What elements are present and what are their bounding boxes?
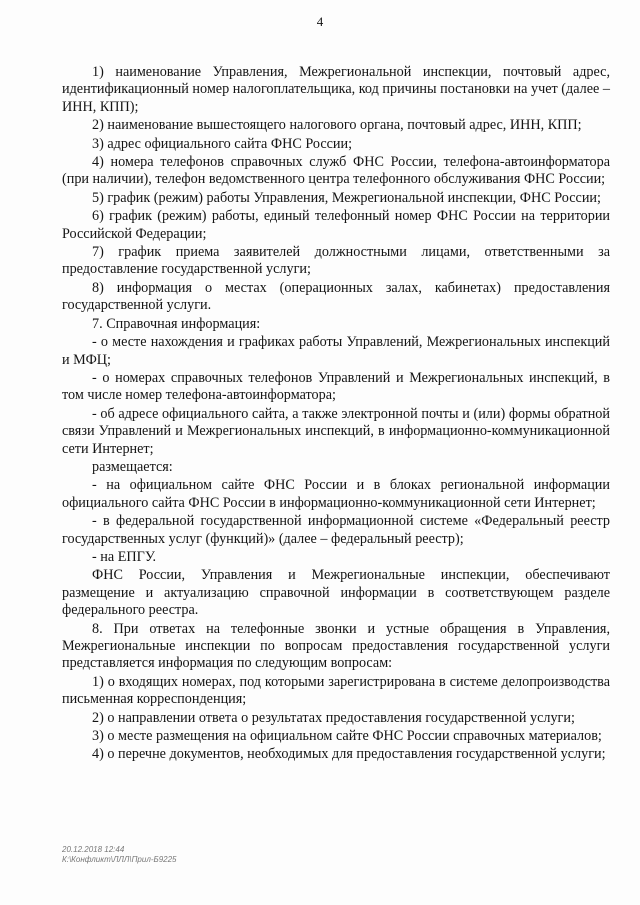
page-number: 4	[316, 14, 324, 29]
footer	[62, 845, 177, 865]
paragraph: 1) о входящих номерах, под которыми зарегистрирована в системе делопроизводства письменная корреспонденция;	[62, 673, 610, 708]
paragraph: - в федеральной государственной информационной системе «Федеральный реестр государственных услуг (функций)» (далее – федеральный реестр);	[62, 513, 610, 547]
document-body	[62, 64, 610, 765]
footer-doc-ref: К:\Конфликт\ЛЛЛ\Прил-Б9225	[62, 855, 177, 864]
paragraph: размещается:	[92, 458, 173, 475]
paragraph: 6) график (режим) работы, единый телефонный номер ФНС России на территории Российской Федерации;	[62, 208, 610, 242]
paragraph: ФНС России, Управления и Межрегиональные инспекции, обеспечивают размещение и актуализацию справочной информации в соответствующем разделе федерального реестра.	[62, 567, 610, 619]
paragraph: - на официальном сайте ФНС России и в блоках региональной информации официального сайта ФНС России в информационно-коммуникационной сети Интернет;	[62, 477, 610, 511]
paragraph: - на ЕПГУ.	[92, 548, 157, 565]
paragraph: - о номерах справочных телефонов Управлений и Межрегиональных инспекций, в том числе номер телефона-автоинформатора;	[62, 369, 610, 404]
paragraph: 2) о направлении ответа о результатах предоставления государственной услуги;	[92, 709, 575, 726]
paragraph: - об адресе официального сайта, а также электронной почты и (или) формы обратной связи Управлений и Межрегиональных инспекций, в информационно-коммуникационной сети Интернет;	[62, 405, 610, 457]
paragraph: 4) номера телефонов справочных служб ФНС России, телефона-автоинформатора (при наличии), телефон ведомственного центра телефонного обслуживания ФНС России;	[62, 154, 610, 188]
paragraph: 7) график приема заявителей должностными лицами, ответственными за предоставление государственной услуги;	[62, 244, 610, 278]
paragraph: 4) о перечне документов, необходимых для предоставления государственной услуги;	[92, 746, 606, 763]
paragraph: 2) наименование вышестоящего налогового органа, почтовый адрес, ИНН, КПП;	[92, 117, 582, 134]
paragraph: 5) график (режим) работы Управления, Межрегиональной инспекции, ФНС России;	[92, 189, 601, 206]
paragraph: - о месте нахождения и графиках работы Управлений, Межрегиональных инспекций и МФЦ;	[62, 334, 610, 368]
section-heading: 8. При ответах на телефонные звонки и устные обращения в Управления, Межрегиональные инспекции по вопросам предоставления государственной услуги представляется информация по следующим вопросам:	[62, 620, 610, 672]
footer-timestamp: 20.12.2018 12:44	[62, 845, 125, 854]
paragraph: 1) наименование Управления, Межрегиональной инспекции, почтовый адрес, идентификационный номер налогоплательщика, код причины постановки на учет (далее – ИНН, КПП);	[62, 64, 610, 115]
paragraph: 3) адрес официального сайта ФНС России;	[92, 135, 353, 152]
paragraph: 8) информация о местах (операционных залах, кабинетах) предоставления государственной услуги.	[62, 279, 610, 314]
paragraph: 3) о месте размещения на официальном сайте ФНС России справочных материалов;	[92, 728, 602, 745]
section-heading: 7. Справочная информация:	[92, 315, 261, 332]
